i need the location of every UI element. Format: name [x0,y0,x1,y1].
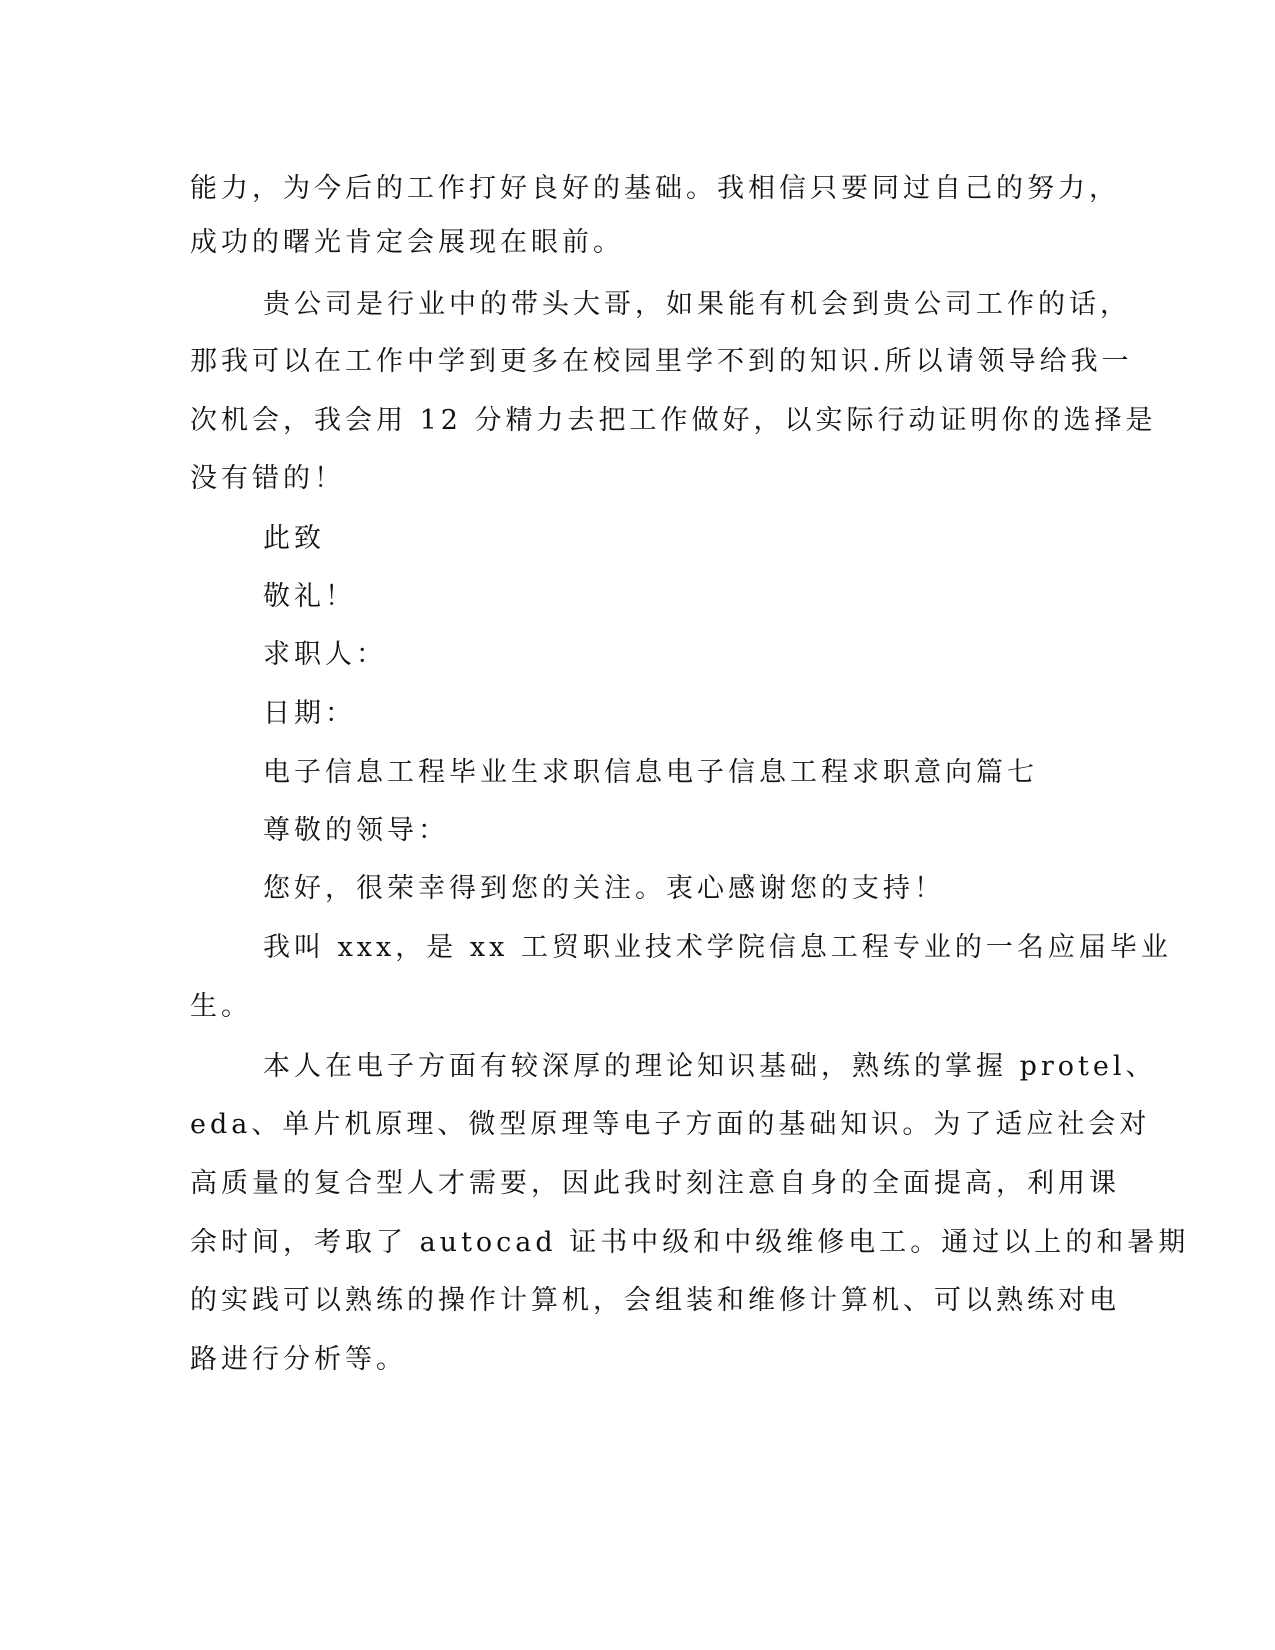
greeting: 尊敬的领导： [263,815,449,846]
text-line: 高质量的复合型人才需要，因此我时刻注意自身的全面提高，利用课 [190,1168,1120,1199]
paragraph-start: 本人在电子方面有较深厚的理论知识基础，熟练的掌握 protel、 [263,1051,1157,1082]
date-label: 日期： [263,698,356,729]
text-line: 没有错的！ [190,463,345,494]
applicant-label: 求职人： [263,639,387,670]
closing-salutation: 此致 [263,523,325,554]
closing-regards: 敬礼！ [263,581,356,612]
text-line: 成功的曙光肯定会展现在眼前。 [190,227,624,258]
text-line: 路进行分析等。 [190,1344,407,1375]
section-title: 电子信息工程毕业生求职信息电子信息工程求职意向篇七 [263,757,1038,788]
paragraph-start: 贵公司是行业中的带头大哥，如果能有机会到贵公司工作的话， [263,289,1131,320]
text-line: 余时间，考取了 autocad 证书中级和中级维修电工。通过以上的和暑期 [190,1227,1190,1258]
paragraph-start: 我叫 xxx，是 xx 工贸职业技术学院信息工程专业的一名应届毕业 [263,932,1172,963]
text-line: eda、单片机原理、微型原理等电子方面的基础知识。为了适应社会对 [190,1109,1151,1140]
text-line: 能力，为今后的工作打好良好的基础。我相信只要同过自己的努力， [190,173,1120,204]
paragraph-start: 您好，很荣幸得到您的关注。衷心感谢您的支持！ [263,873,945,904]
text-line: 生。 [190,991,252,1022]
text-line: 次机会，我会用 12 分精力去把工作做好，以实际行动证明你的选择是 [190,405,1157,436]
text-line: 那我可以在工作中学到更多在校园里学不到的知识.所以请领导给我一 [190,346,1133,377]
text-line: 的实践可以熟练的操作计算机，会组装和维修计算机、可以熟练对电 [190,1285,1120,1316]
